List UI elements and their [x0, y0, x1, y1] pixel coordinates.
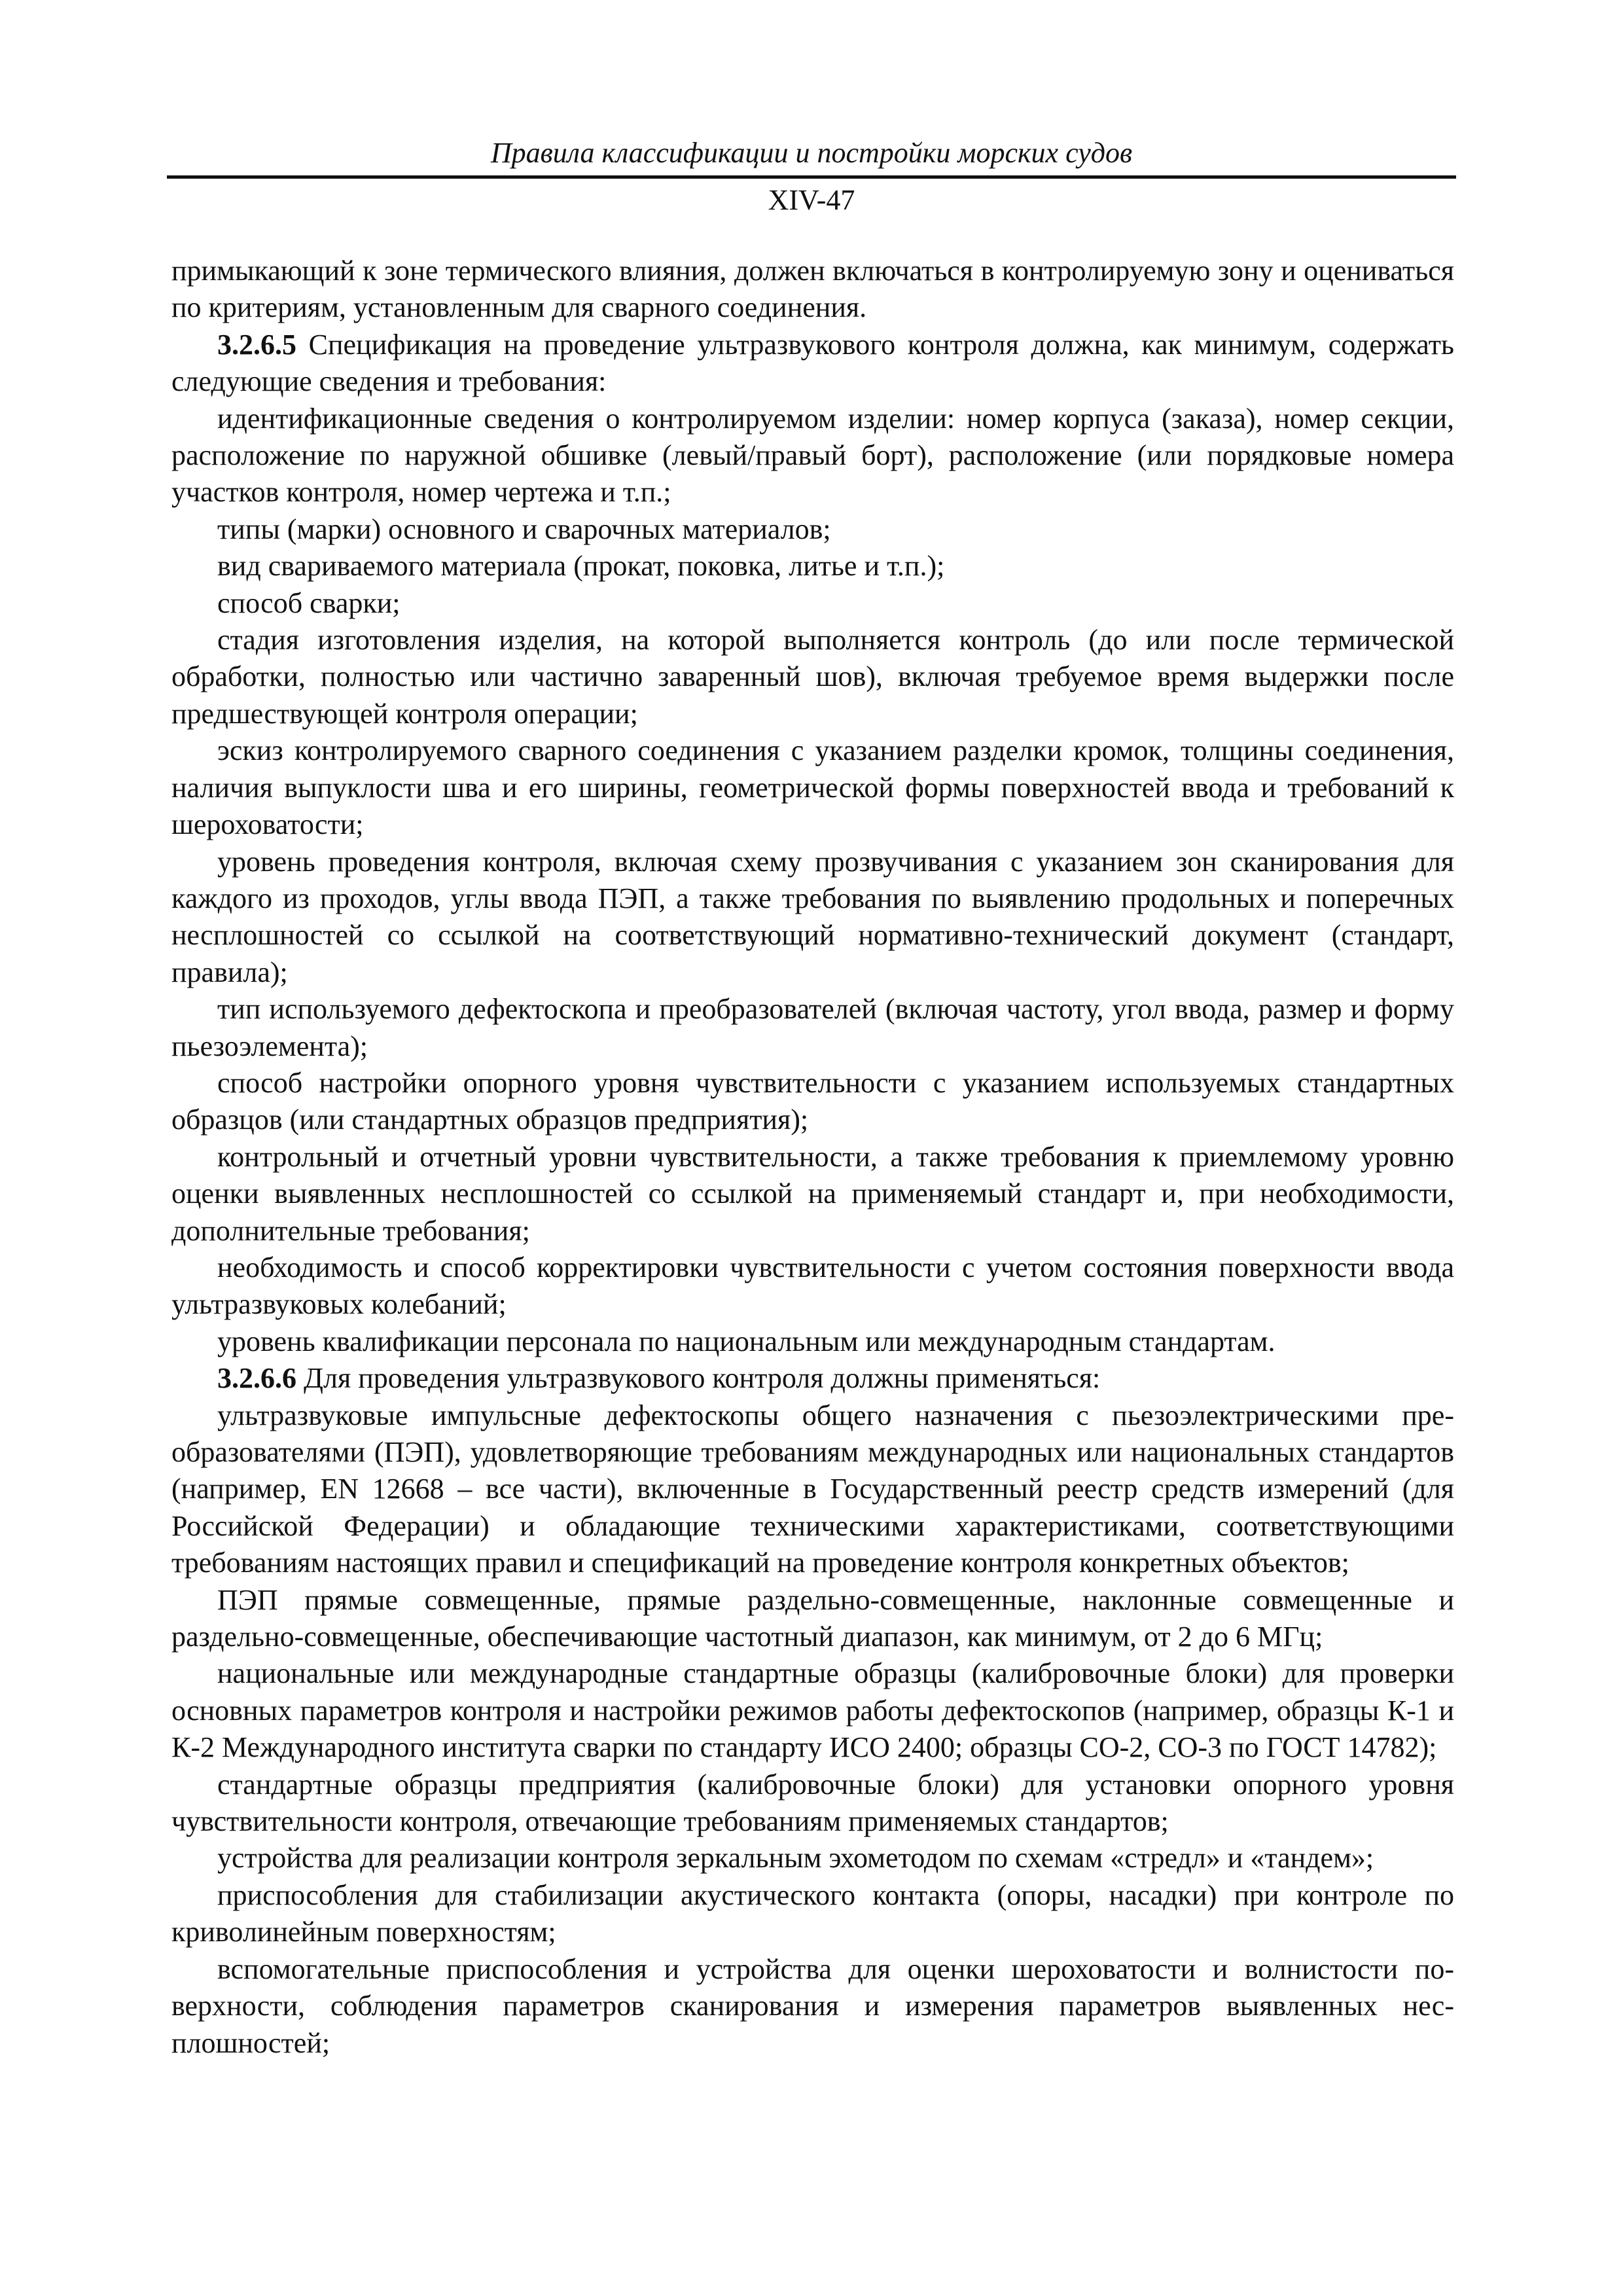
paragraph-text: уровень проведения контроля, включая схему прозвучивания с указанием зон сканирования для каждого из проходов, углы ввода ПЭП, а также требования по выявлению продольных и поперечных несплошностей со ссылкой на соответствующий нормативно-технический документ (стандарт, правила); — [171, 845, 1454, 988]
paragraph-text: вспомогательные приспособления и устройства для оценки шероховатости и волнистости поверхности, соблюдения параметров сканирования и измерения параметров выявленных несплошностей; — [171, 1952, 1454, 2059]
paragraph — [171, 548, 1454, 584]
paragraph-text: эскиз контролируемого сварного соединения с указанием разделки кромок, толщины соединения, наличия выпуклости шва и его ширины, геометрической формы поверхностей ввода и требований к шероховатости; — [171, 734, 1454, 841]
paragraph-text: необходимость и способ корректировки чувствительности с учетом состояния поверхности ввода ультразвуковых колебаний; — [171, 1251, 1454, 1321]
paragraph — [171, 1582, 1454, 1656]
body-text — [171, 253, 1454, 2062]
paragraph — [171, 1397, 1454, 1582]
paragraph-text: способ сварки; — [217, 586, 401, 619]
paragraph-text: ПЭП прямые совмещенные, прямые раздельно-совмещенные, наклонные совмещенные и раздельно-совмещенные, обеспечивающие частотный диапазон, как минимум, от 2 до 6 МГц; — [171, 1583, 1454, 1653]
paragraph-text: идентификационные сведения о контролируемом изделии: номер корпуса (заказа), номер секции, расположение по наружной обшивке (левый/правый борт), расположение (или порядковые номера участков контроля, номер чертежа и т.п.; — [171, 402, 1454, 509]
paragraph — [171, 1323, 1454, 1360]
paragraph — [171, 327, 1454, 401]
paragraph — [171, 1065, 1454, 1139]
paragraph-text: контрольный и отчетный уровни чувствительности, а также требования к приемлемому уровню оценки выявленных несплошностей со ссылкой на применяемый стандарт и, при необходимости, дополнительные требования; — [171, 1140, 1454, 1247]
paragraph-text: стандартные образцы предприятия (калибровочные блоки) для установки опорного уровня чувствительности контроля, отвечающие требованиям применяемых стандартов; — [171, 1768, 1454, 1838]
header-rule — [167, 175, 1456, 179]
paragraph-text: устройства для реализации контроля зеркальным эхометодом по схемам «стредл» и «тандем»; — [217, 1842, 1374, 1874]
paragraph-text: тип используемого дефектоскопа и преобразователей (включая частоту, угол ввода, размер и форму пьезоэлемента); — [171, 993, 1454, 1062]
paragraph — [171, 253, 1454, 327]
paragraph — [171, 732, 1454, 843]
paragraph — [171, 1951, 1454, 2062]
paragraph-text: вид свариваемого материала (прокат, поковка, литье и т.п.); — [217, 550, 945, 583]
paragraph-text: стадия изготовления изделия, на которой выполняется контроль (до или после термической обработки, полностью или частично заваренный шов), включая требуемое время выдержки после предшествующей контроля операции; — [171, 624, 1454, 730]
paragraph-text: уровень квалификации персонала по национальным или международным стандартам. — [217, 1325, 1275, 1357]
paragraph — [171, 511, 1454, 548]
clause-number: 3.2.6.6 — [217, 1362, 296, 1395]
paragraph — [171, 585, 1454, 622]
paragraph — [171, 1249, 1454, 1323]
paragraph — [171, 1877, 1454, 1951]
paragraph — [171, 1840, 1454, 1876]
paragraph — [171, 1655, 1454, 1766]
page-number: XIV-47 — [768, 184, 855, 216]
paragraph-text: национальные или международные стандартные образцы (калибровочные блоки) для проверки основных параметров контроля и настройки режимов работы дефектоскопов (например, образцы К-1 и К-2 Международного института сварки по стандарту ИСО 2400; образцы СО-2, СО-3 по ГОСТ 14782); — [171, 1657, 1454, 1764]
paragraph — [171, 991, 1454, 1065]
paragraph-text: Спецификация на проведение ультразвукового контроля должна, как минимум, содержать следующие сведения и требования: — [171, 328, 1454, 398]
paragraph-text: типы (марки) основного и сварочных материалов; — [217, 512, 831, 545]
paragraph-text: Для проведения ультразвукового контроля должны применяться: — [296, 1362, 1101, 1395]
paragraph-text: способ настройки опорного уровня чувствительности с указанием используемых стандартных образцов (или стандартных образцов предприятия); — [171, 1066, 1454, 1136]
paragraph — [171, 401, 1454, 511]
paragraph — [171, 1139, 1454, 1249]
paragraph — [171, 844, 1454, 992]
paragraph-text: примыкающий к зоне термического влияния, должен включаться в контролируемую зону и оцениваться по критериям, установленным для сварного соединения. — [171, 255, 1454, 324]
paragraph — [171, 1767, 1454, 1840]
paragraph-text: приспособления для стабилизации акустического контакта (опоры, насадки) при контроле по криволинейным поверхностям; — [171, 1878, 1454, 1948]
clause-number: 3.2.6.5 — [217, 328, 296, 361]
running-title: Правила классификации и постройки морских судов — [490, 137, 1133, 169]
paragraph — [171, 622, 1454, 732]
paragraph — [171, 1360, 1454, 1397]
paragraph-text: ультразвуковые импульсные дефектоскопы общего назначения с пьезоэлектрическими преобразователями (ПЭП), удовлетворяющие требованиям международных или национальных стандартов (например, EN 12668 – все части), включенные в Государственный реестр средств измерений (для Российской Федерации) и обладающие техническими характеристиками, соответствующими требованиям настоящих правил и спецификаций на проведение контроля конкретных объектов; — [171, 1399, 1454, 1579]
